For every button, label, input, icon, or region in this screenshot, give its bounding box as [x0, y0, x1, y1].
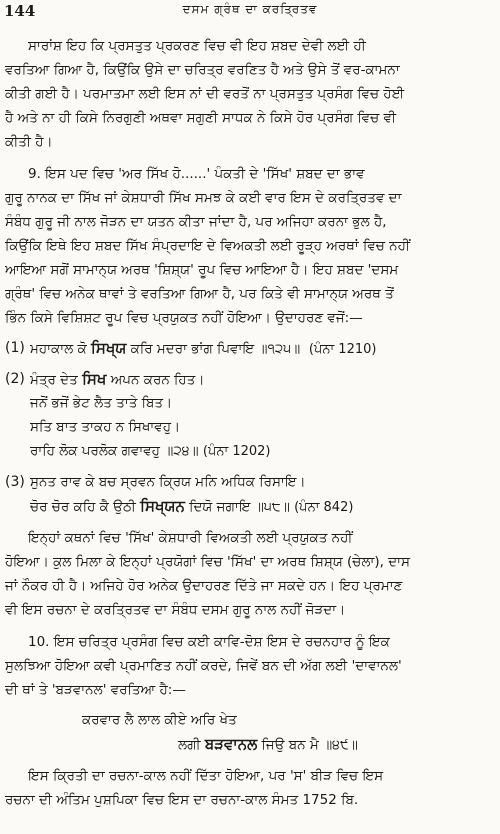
paragraph-line: ਸਾਰਾਂਸ਼ ਇਹ ਕਿ ਪ੍ਰਸਤੁਤ ਪ੍ਰਕਰਣ ਵਿਚ ਵੀ ਇਹ ਸ਼ਬਦ ਦੇਵੀ ਲਈ ਹੀ	[28, 38, 366, 54]
quote-text: ਅਪਨ ਕਰਨ ਹਿਤ।	[106, 372, 205, 388]
paragraph-line: ਇਸ ਕ੍ਰਿਤੀ ਦਾ ਰਚਨਾ-ਕਾਲ ਨਹੀਂ ਦਿੱਤਾ ਹੋਇਆ, ਪਰ 'ਸ' ਬੀੜ ਵਿਚ ਇਸ	[28, 768, 384, 784]
highlighted-word: ਬੜਵਾਨਲ	[204, 735, 258, 753]
verse-text: ਲਗੀ	[178, 737, 205, 753]
paragraph-line: ਸੰਬੰਧ ਗੁਰੂ ਜੀ ਨਾਲ ਜੋੜਨ ਦਾ ਯਤਨ ਕੀਤਾ ਜਾਂਦਾ ਹੈ, ਪਰ ਅਜਿਹਾ ਕਰਨਾ ਭੁਲ ਹੈ,	[5, 214, 387, 230]
paragraph-line: ਵਰਤਿਆ ਗਿਆ ਹੈ, ਕਿਉਂਕਿ ਉਸੇ ਦਾ ਚਰਿਤ੍ਰ ਵਰਣਿਤ ਹੈ ਅਤੇ ਉਸੇ ਤੋਂ ਵਰ-ਕਾਮਨਾ	[5, 62, 400, 78]
paragraph-line: 10. ਇਸ ਚਰਿਤ੍ਰ ਪ੍ਰਸੰਗ ਵਿਚ ਕਈ ਕਾਵਿ-ਦੋਸ਼ ਇਸ ਦੇ ਰਚਨਹਾਰ ਨੂੰ ਇਕ	[28, 634, 390, 650]
highlighted-word: ਸਿਖ	[82, 370, 107, 388]
example-number: (1)	[5, 340, 25, 356]
example-quote	[30, 439, 495, 464]
verse-line: ਕਰਵਾਰ ਲੈ ਲਾਲ ਕੀਏ ਅਰਿ ਖੇਤ	[82, 712, 237, 728]
paragraph-line: ਭਿੰਨ ਕਿਸੇ ਵਿਸ਼ਿਸ਼ਟ ਰੂਪ ਵਿਚ ਪ੍ਰਯੁਕਤ ਨਹੀਂ ਹੋਇਆ। ਉਦਾਹਰਣ ਵਜੋਂ:—	[5, 310, 363, 326]
page-number: 144	[4, 2, 36, 20]
quote-text: ਰਾਹਿ ਲੋਕ ਪਰਲੋਕ ਗਵਾਵਹੁ ॥੨੪॥	[30, 443, 199, 459]
quote-text: ਚੋਰ ਚੋਰ ਕਹਿ ਕੈ ਉਠੀ	[30, 499, 141, 515]
paragraph-line: ਰਚਨਾ ਦੀ ਅੰਤਿਮ ਪੁਸ਼ਪਿਕਾ ਵਿਚ ਇਸ ਦਾ ਰਚਨਾ-ਕਾਲ ਸੰਮਤ 1752 ਬਿ.	[5, 792, 359, 808]
quote-text: ਦਿਯੋ ਜਗਾਇ ॥੫੮॥	[184, 499, 290, 515]
quote-text: ਮੰਤ੍ਰ ਦੇਤ	[30, 372, 83, 388]
paragraph-line: ਕੀਤੀ ਹੈ।	[5, 134, 53, 150]
page-header	[4, 2, 496, 24]
paragraph-line: ਗ੍ਰੰਥ' ਵਿਚ ਅਨੇਕ ਥਾਵਾਂ ਤੇ ਵਰਤਿਆ ਗਿਆ ਹੈ, ਪਰ ਕਿਤੇ ਵੀ ਸਾਮਾਨ੍ਯ ਅਰਥ ਤੋਂ	[5, 286, 394, 302]
page-reference: (ਪੰਨਾ 1210)	[308, 342, 377, 357]
paragraph-line: ਵੀ ਇਸ ਰਚਨਾ ਦੇ ਕਰਤ੍ਰਿਤਵ ਦਾ ਸੰਬੰਧ ਦਸਮ ਗੁਰੂ ਨਾਲ ਨਹੀਂ ਜੋੜਦਾ।	[5, 602, 346, 618]
paragraph-line: ਕੀਤੀ ਗਈ ਹੈ। ਪਰਮਾਤਮਾ ਲਈ ਇਸ ਨਾਂ ਦੀ ਵਰਤੋਂ ਨਾ ਪ੍ਰਸਤੁਤ ਪ੍ਰਸੰਗ ਵਿਚ ਹੋਈ	[5, 86, 405, 102]
quote-text: ਕਰਿ ਮਦਰਾ ਭਾਂਗ ਪਿਵਾਇ ॥੧੨੫॥	[126, 341, 301, 357]
quote-text: ਜਨੋਂ ਭਜੋਂ ਭੇਟ ਲੈਤ ਤਾਤੇ ਬਿਤ।	[30, 395, 173, 411]
paragraph-line: ਜਾਂ ਨੌਕਰ ਹੀ ਹੈ। ਅਜਿਹੇ ਹੋਰ ਅਨੇਕ ਉਦਾਹਰਣ ਦਿੱਤੇ ਜਾ ਸਕਦੇ ਹਨ। ਇਹ ਪ੍ਰਮਾਣ	[5, 578, 403, 594]
highlighted-word: ਸਿਖ੍ਯ	[91, 339, 127, 357]
example-number: (3)	[5, 474, 25, 490]
example-quote	[30, 367, 495, 392]
paragraph-line: ਹੈ ਅਤੇ ਨਾ ਹੀ ਕਿਸੇ ਨਿਰਗੁਣੀ ਅਥਵਾ ਸਗੁਣੀ ਸਾਧਕ ਨੇ ਕਿਸੇ ਹੋਰ ਪ੍ਰਸੰਗ ਵਿਚ ਵੀ	[5, 110, 397, 126]
page-reference: (ਪੰਨਾ 842)	[294, 500, 354, 515]
example-number: (2)	[5, 371, 25, 387]
paragraph-line: ਕਿਉਂਕਿ ਇਥੇ ਇਹ ਸ਼ਬਦ ਸਿੱਖ ਸੰਪ੍ਰਦਾਇ ਦੇ ਵਿਅਕਤੀ ਲਈ ਰੂੜ੍ਹ ਅਰਥਾਂ ਵਿਚ ਨਹੀਂ	[5, 238, 410, 254]
quote-text: ਸਤਿ ਬਾਤ ਤਾਕਹ ਨ ਸਿਖਾਵਹੁ।	[30, 419, 181, 435]
quote-text: ਸੁਨਤ ਰਾਵ ਕੇ ਬਚ ਸ੍ਰਵਨ ਕ੍ਰਿਯ ਮਨਿ ਅਧਿਕ ਰਿਸਾਇ।	[30, 474, 306, 490]
page-reference: (ਪੰਨਾ 1202)	[202, 444, 271, 459]
running-title: ਦਸਮ ਗ੍ਰੰਥ ਦਾ ਕਰਤ੍ਰਿਤਵ	[182, 2, 318, 16]
paragraph-line: 9. ਇਸ ਪਦ ਵਿਚ 'ਅਰ ਸਿੱਖ ਹੋ......' ਪੰਕਤੀ ਦੇ 'ਸਿੱਖ' ਸ਼ਬਦ ਦਾ ਭਾਵ	[28, 166, 365, 182]
paragraph-line: ਹੋਇਆ। ਕੁਲ ਮਿਲਾ ਕੇ ਇਨ੍ਹਾਂ ਪ੍ਰਯੋਗਾਂ ਵਿਚ 'ਸਿੱਖ' ਦਾ ਅਰਥ ਸ਼ਿਸ਼੍ਯ (ਚੇਲਾ), ਦਾਸ	[5, 554, 411, 570]
paragraph-line: ਸੁਲਝਿਆ ਹੋਇਆ ਕਵੀ ਪ੍ਰਮਾਣਿਤ ਨਹੀਂ ਕਰਦੇ, ਜਿਵੇਂ ਬਨ ਦੀ ਅੱਗ ਲਈ 'ਦਾਵਾਨਲ'	[5, 658, 402, 674]
paragraph-line: ਗੁਰੂ ਨਾਨਕ ਦਾ ਸਿੱਖ ਜਾਂ ਕੇਸ਼ਧਾਰੀ ਸਿੱਖ ਸਮਝ ਕੇ ਕਈ ਵਾਰ ਇਸ ਦੇ ਕਰਤ੍ਰਿਤਵ ਦਾ	[5, 190, 402, 206]
paragraph-line: ਇਨ੍ਹਾਂ ਕਥਨਾਂ ਵਿਚ 'ਸਿੱਖ' ਕੇਸ਼ਧਾਰੀ ਵਿਅਕਤੀ ਲਈ ਪ੍ਰਯੁਕਤ ਨਹੀਂ	[28, 530, 353, 546]
verse-text: ਜਿਉ ਬਨ ਮੈ ॥੪੯॥	[257, 737, 358, 753]
example-quote	[30, 336, 495, 362]
paragraph-line: ਆਇਆ ਸਗੋਂ ਸਾਮਾਨ੍ਯ ਅਰਥ 'ਸ਼ਿਸ਼੍ਯ' ਰੂਪ ਵਿਚ ਆਇਆ ਹੈ। ਇਹ ਸ਼ਬਦ 'ਦਸਮ	[5, 262, 399, 278]
quote-text: ਮਹਾਕਾਲ ਕੋ	[30, 341, 92, 357]
paragraph-line: ਦੀ ਥਾਂ ਤੇ 'ਬੜਵਾਨਲ' ਵਰਤਿਆ ਹੈ:—	[5, 682, 186, 698]
highlighted-word: ਸਿਖ੍ਯਨ	[140, 497, 185, 515]
verse-line	[178, 732, 358, 757]
example-quote	[30, 494, 495, 520]
